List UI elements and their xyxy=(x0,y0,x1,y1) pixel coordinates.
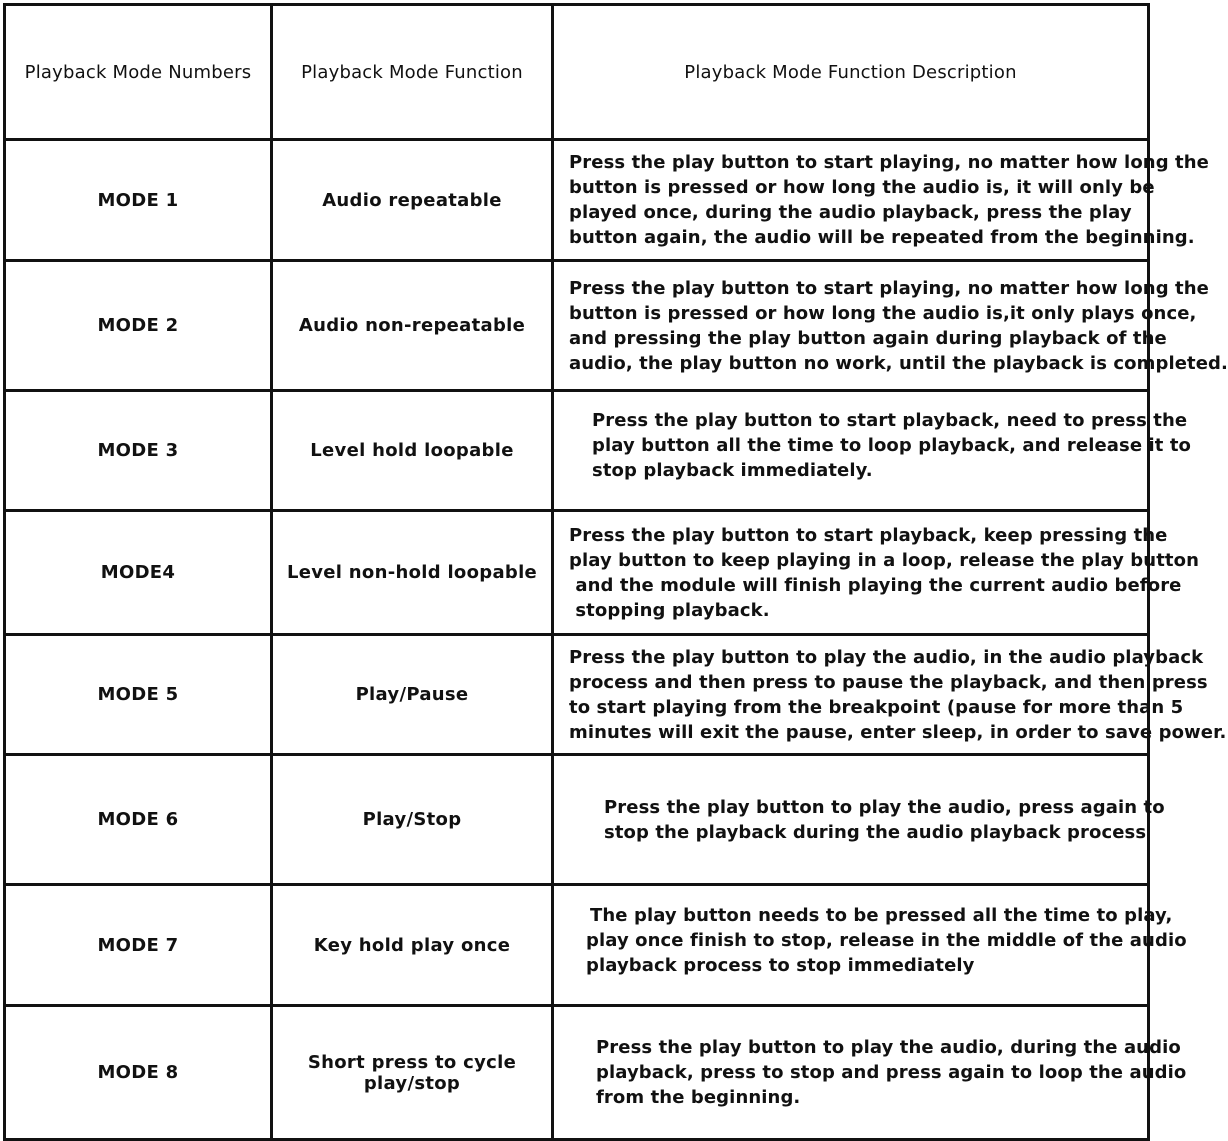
description-line: Press the play button to start playing, no matter how long the xyxy=(569,277,1209,299)
table-row xyxy=(5,511,1149,635)
table-row xyxy=(5,261,1149,391)
description-line: button is pressed or how long the audio is,it only plays once, xyxy=(569,302,1197,324)
table-row xyxy=(5,755,1149,885)
description-line: play button all the time to loop playback, and release it to xyxy=(592,435,1192,456)
table-row xyxy=(5,140,1149,261)
mode-function: Play/Pause xyxy=(272,635,553,755)
description-line: Press the play button to start playback, need to press the xyxy=(592,410,1188,431)
description-line: stop the playback during the audio playback process xyxy=(604,821,1147,843)
description-line: playback process to stop immediately xyxy=(586,954,975,976)
mode-function: Audio repeatable xyxy=(272,140,553,261)
mode-function: Level non-hold loopable xyxy=(272,511,553,635)
header-row xyxy=(5,5,1149,140)
mode-description xyxy=(553,261,1228,391)
table-row xyxy=(5,635,1149,755)
description-line: Press the play button to play the audio, during the audio xyxy=(596,1037,1181,1058)
mode-description xyxy=(553,885,1187,1006)
description-line: played once, during the audio playback, press the play xyxy=(569,202,1132,223)
mode-number: MODE 8 xyxy=(5,1006,272,1140)
description-line: playback, press to stop and press again to loop the audio xyxy=(596,1062,1187,1083)
mode-description xyxy=(553,140,1209,261)
description-line: and the module will finish playing the current audio before xyxy=(569,574,1182,596)
description-line: Press the play button to play the audio, press again to xyxy=(604,796,1165,818)
table-row xyxy=(5,391,1149,511)
description-line: play button to keep playing in a loop, release the play button xyxy=(569,549,1199,571)
mode-description xyxy=(553,755,1165,885)
header-mode-function: Playback Mode Function xyxy=(272,5,553,140)
description-line: stop playback immediately. xyxy=(592,460,873,481)
mode-function: Audio non-repeatable xyxy=(272,261,553,391)
mode-number: MODE 3 xyxy=(5,391,272,511)
description-line: button again, the audio will be repeated from the beginning. xyxy=(569,227,1195,248)
mode-description xyxy=(553,391,1192,511)
mode-number: MODE 7 xyxy=(5,885,272,1006)
mode-function: Level hold loopable xyxy=(272,391,553,511)
description-line: Press the play button to play the audio, in the audio playback xyxy=(569,646,1204,668)
mode-number: MODE 6 xyxy=(5,755,272,885)
mode-description xyxy=(553,635,1227,755)
header-mode-description: Playback Mode Function Description xyxy=(553,5,1149,140)
description-line: to start playing from the breakpoint (pause for more than 5 xyxy=(569,696,1184,718)
mode-number: MODE4 xyxy=(5,511,272,635)
description-line: The play button needs to be pressed all the time to play, xyxy=(590,904,1173,926)
mode-function: Key hold play once xyxy=(272,885,553,1006)
mode-function: Short press to cycle play/stop xyxy=(272,1006,553,1140)
description-line: and pressing the play button again during playback of the xyxy=(569,327,1167,349)
mode-function: Play/Stop xyxy=(272,755,553,885)
description-line: Press the play button to start playback, keep pressing the xyxy=(569,524,1168,546)
description-line: from the beginning. xyxy=(596,1087,801,1108)
description-line: stopping playback. xyxy=(569,599,770,621)
mode-number: MODE 5 xyxy=(5,635,272,755)
description-line: button is pressed or how long the audio is, it will only be xyxy=(569,177,1155,198)
mode-number: MODE 1 xyxy=(5,140,272,261)
description-line: process and then press to pause the playback, and then press xyxy=(569,671,1208,693)
mode-number: MODE 2 xyxy=(5,261,272,391)
playback-mode-table xyxy=(3,3,1228,1141)
header-mode-numbers: Playback Mode Numbers xyxy=(5,5,272,140)
table-row xyxy=(5,885,1149,1006)
description-line: audio, the play button no work, until the playback is completed. xyxy=(569,352,1228,374)
mode-description xyxy=(553,511,1199,635)
description-line: play once finish to stop, release in the middle of the audio xyxy=(586,929,1187,951)
table-row xyxy=(5,1006,1149,1140)
description-line: Press the play button to start playing, no matter how long the xyxy=(569,152,1209,173)
mode-description xyxy=(553,1006,1187,1140)
description-line: minutes will exit the pause, enter sleep, in order to save power. xyxy=(569,721,1227,743)
